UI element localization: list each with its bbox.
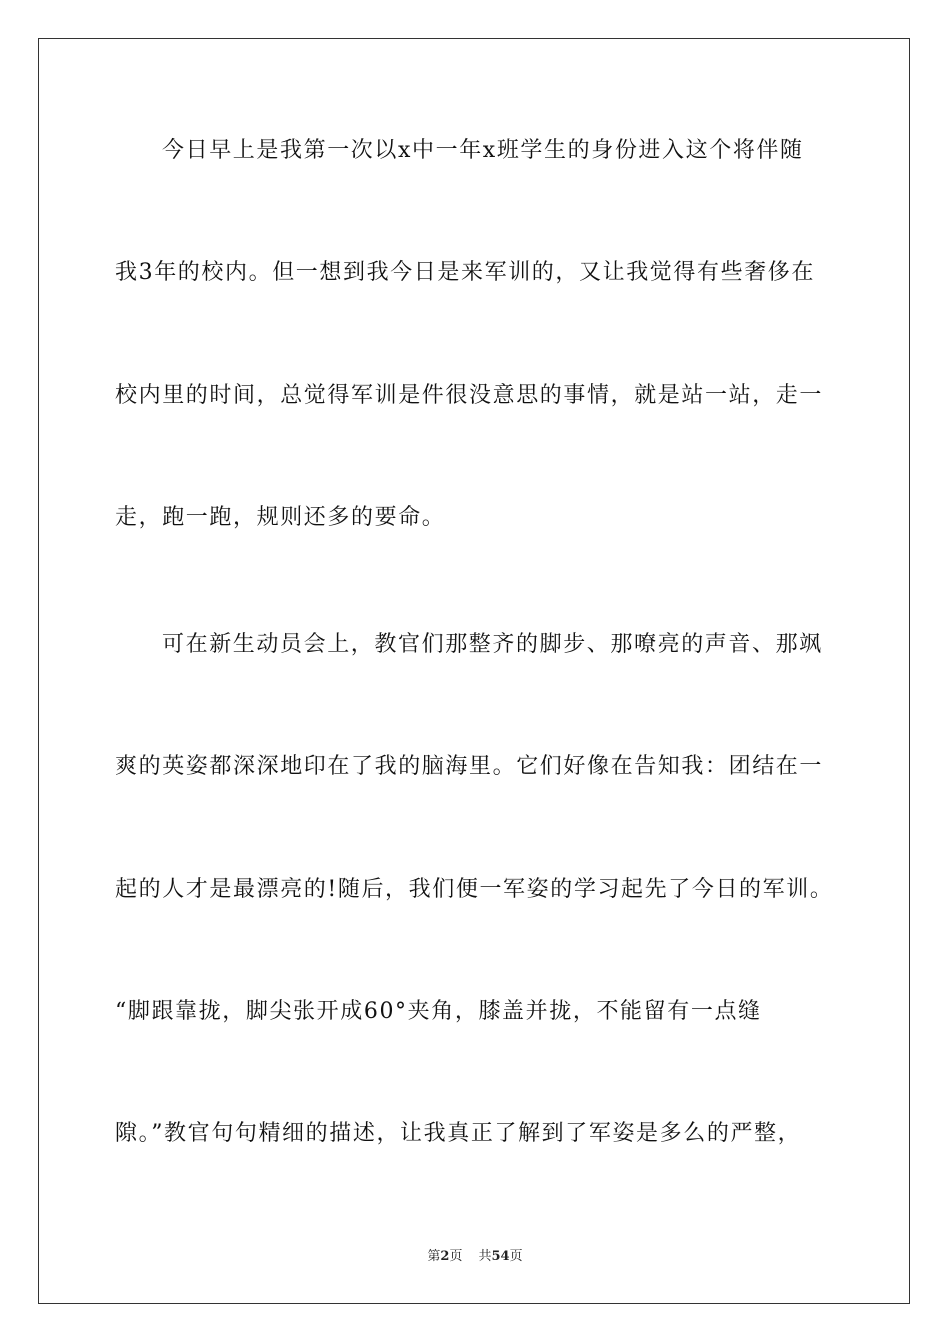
total-pages: 54: [491, 1249, 510, 1264]
total-suffix: 页: [509, 1249, 523, 1264]
paragraph-2-line-3: 起的人才是最漂亮的!随后，我们便一军姿的学习起先了今日的军训。: [115, 877, 834, 902]
page-suffix: 页: [449, 1249, 463, 1264]
page-footer: [0, 1248, 950, 1266]
total-prefix: 共: [478, 1249, 492, 1264]
paragraph-2-line-1: 可在新生动员会上，教官们那整齐的脚步、那嘹亮的声音、那飒: [162, 632, 823, 657]
paragraph-1-line-4: 走，跑一跑，规则还多的要命。: [115, 505, 446, 530]
page-border: [38, 38, 910, 1304]
paragraph-2-line-2: 爽的英姿都深深地印在了我的脑海里。它们好像在告知我：团结在一: [115, 754, 824, 779]
paragraph-1-line-2: 我3年的校内。但一想到我今日是来军训的，又让我觉得有些奢侈在: [115, 260, 815, 285]
paragraph-2-line-4: “脚跟靠拢，脚尖张开成60°夹角，膝盖并拢，不能留有一点缝: [115, 999, 762, 1024]
paragraph-1-line-1: 今日早上是我第一次以x中一年x班学生的身份进入这个将伴随: [162, 138, 804, 163]
paragraph-1-line-3: 校内里的时间，总觉得军训是件很没意思的事情，就是站一站，走一: [115, 383, 824, 408]
page-prefix: 第: [427, 1249, 441, 1264]
page-number: 2: [440, 1249, 450, 1264]
paragraph-2-line-5: 隙。”教官句句精细的描述，让我真正了解到了军姿是多么的严整，: [115, 1121, 802, 1146]
